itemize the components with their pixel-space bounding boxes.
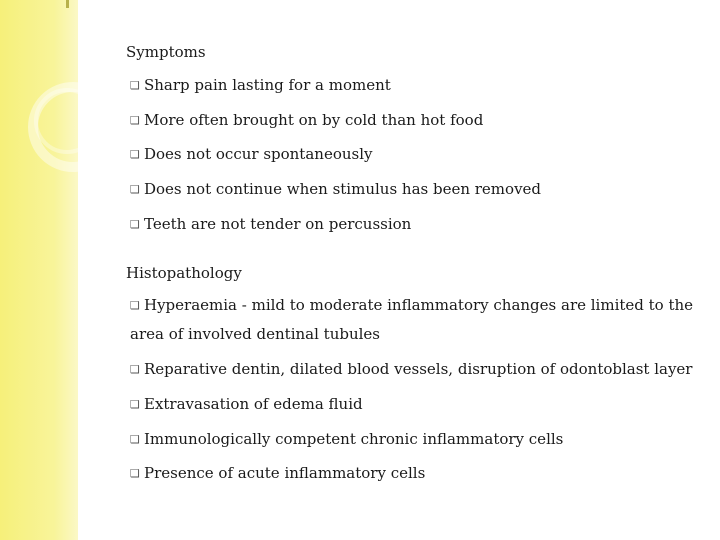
bullet-icon: ❑ [130,299,140,312]
list-item: ❑ Sharp pain lasting for a moment [130,76,391,94]
sidebar-edge-mark [66,0,69,8]
list-item: ❑ Extravasation of edema fluid [130,395,363,413]
histopathology-heading: Histopathology [126,264,242,282]
symptoms-heading: Symptoms [126,43,206,61]
bullet-icon: ❑ [130,79,140,92]
decorative-sidebar [0,0,78,540]
bullet-icon: ❑ [130,114,140,127]
list-item: ❑ Presence of acute inflammatory cells [130,464,426,482]
list-item: ❑ More often brought on by cold than hot food [130,111,484,129]
bullet-icon: ❑ [130,218,140,231]
bullet-icon: ❑ [130,363,140,376]
list-item: ❑ Hyperaemia - mild to moderate inflammatory changes are limited to the area of involved dentinal tubules [130,291,700,349]
list-item: ❑ Does not continue when stimulus has been removed [130,180,542,198]
list-item: ❑ Immunologically competent chronic inflammatory cells [130,430,564,448]
bullet-icon: ❑ [130,398,140,411]
bullet-icon: ❑ [130,433,140,446]
bullet-icon: ❑ [130,467,140,480]
bullet-icon: ❑ [130,183,140,196]
list-item: ❑ Reparative dentin, dilated blood vessels, disruption of odontoblast layer [130,360,693,378]
bullet-icon: ❑ [130,148,140,161]
list-item: ❑ Does not occur spontaneously [130,145,373,163]
list-item: ❑ Teeth are not tender on percussion [130,215,412,233]
